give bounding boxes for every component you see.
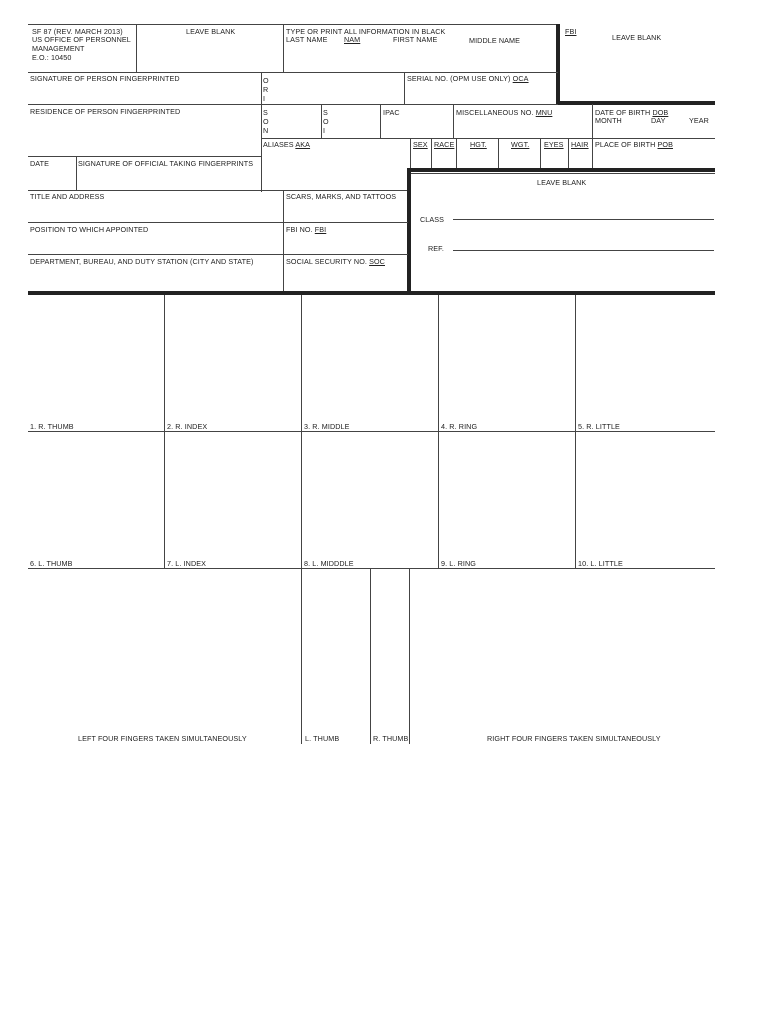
ori-divider-left <box>261 72 262 192</box>
aliases-label: ALIASES AKA <box>263 140 311 149</box>
title-bottom-rule <box>28 222 408 223</box>
ipac-divider <box>380 104 381 138</box>
row4-bottom-rule <box>28 190 262 191</box>
row2-bottom-rule <box>28 104 558 105</box>
race-label: RACE <box>434 140 455 149</box>
position-bottom-rule <box>28 254 408 255</box>
wgt-label: WGT. <box>511 140 530 149</box>
misc-divider <box>453 104 454 138</box>
print-label-l-thumb: 6. L. THUMB <box>30 559 73 568</box>
serial-number-label: SERIAL NO. (OPM USE ONLY) OCA <box>407 74 529 83</box>
left-four-fingers-label: LEFT FOUR FINGERS TAKEN SIMULTANEOUSLY <box>78 734 247 743</box>
print-label-r-ring: 4. R. RING <box>441 422 478 431</box>
prints-r3-div-3 <box>409 568 410 744</box>
right-four-fingers-label: RIGHT FOUR FINGERS TAKEN SIMULTANEOUSLY <box>487 734 661 743</box>
dob-year-label: YEAR <box>689 116 709 125</box>
serial-divider <box>404 72 405 104</box>
class-line <box>453 219 714 220</box>
leave-blank-label-3: LEAVE BLANK <box>537 178 587 187</box>
hgt-divider <box>456 138 457 168</box>
header-top-rule <box>28 24 558 25</box>
type-instruction: TYPE OR PRINT ALL INFORMATION IN BLACK <box>286 27 446 36</box>
ori-i: I <box>263 94 266 103</box>
ori-r: R <box>263 85 269 94</box>
department-label: DEPARTMENT, BUREAU, AND DUTY STATION (CITY AND STATE) <box>30 257 254 266</box>
leave-blank-label-1: LEAVE BLANK <box>186 27 236 36</box>
soi-s: S <box>323 108 328 117</box>
executive-order: E.O.: 10450 <box>32 53 72 62</box>
leave-blank-box-left-border <box>407 168 411 295</box>
hair-divider <box>568 138 569 168</box>
son-o: O <box>263 117 269 126</box>
dob-month-label: MONTH <box>595 116 622 125</box>
scars-divider <box>283 190 284 292</box>
date-label: DATE <box>30 159 50 168</box>
hgt-label: HGT. <box>470 140 487 149</box>
eyes-divider <box>540 138 541 168</box>
son-s: S <box>263 108 268 117</box>
ref-line <box>453 250 714 251</box>
prints-r3-div-2 <box>370 568 371 744</box>
soi-i: I <box>323 126 326 135</box>
print-label-l-little: 10. L. LITTLE <box>578 559 623 568</box>
nam-code: NAM <box>344 35 361 44</box>
soi-o: O <box>323 117 329 126</box>
header-divider-1 <box>136 24 137 72</box>
misc-number-label: MISCELLANEOUS NO. MNU <box>456 108 553 117</box>
fbi-no-label: FBI NO. FBI <box>286 225 327 234</box>
print-label-r-middle: 3. R. MIDDLE <box>304 422 350 431</box>
scars-label: SCARS, MARKS, AND TATTOOS <box>286 192 397 201</box>
race-divider <box>431 138 432 168</box>
prints-r2-bottom-rule <box>28 568 715 569</box>
leave-blank-box-top-border <box>409 168 715 172</box>
print-label-r-little: 5. R. LITTLE <box>578 422 620 431</box>
class-label: CLASS <box>420 215 445 224</box>
fbi-code: FBI <box>565 27 577 36</box>
first-name-label: FIRST NAME <box>393 35 438 44</box>
ori-o: O <box>263 76 269 85</box>
prints-r1-bottom-rule <box>28 431 715 432</box>
header-divider-2 <box>283 24 284 72</box>
print-label-r-index: 2. R. INDEX <box>167 422 208 431</box>
fbi-box-bottom-border <box>556 101 715 105</box>
fbi-box-left-border <box>556 24 560 104</box>
position-label: POSITION TO WHICH APPOINTED <box>30 225 149 234</box>
middle-name-label: MIDDLE NAME <box>469 36 521 45</box>
ssn-label: SOCIAL SECURITY NO. SOC <box>286 257 385 266</box>
header-bottom-rule <box>28 72 558 73</box>
r-thumb-simultaneous-label: R. THUMB <box>373 734 409 743</box>
ipac-label: IPAC <box>383 108 400 117</box>
pob-label: PLACE OF BIRTH POB <box>595 140 673 149</box>
prints-r3-div-1 <box>301 568 302 744</box>
title-address-label: TITLE AND ADDRESS <box>30 192 105 201</box>
agency-line-1: US OFFICE OF PERSONNEL <box>32 35 131 44</box>
print-label-l-ring: 9. L. RING <box>441 559 476 568</box>
wgt-divider <box>498 138 499 168</box>
row3-left-bottom-rule <box>28 156 261 157</box>
ref-label: REF. <box>428 244 444 253</box>
dob-label: DATE OF BIRTH DOB <box>595 108 669 117</box>
dob-day-label: DAY <box>651 116 666 125</box>
print-label-l-middle: 8. L. MIDDDLE <box>304 559 354 568</box>
dob-divider <box>592 104 593 168</box>
son-n: N <box>263 126 269 135</box>
print-label-r-thumb: 1. R. THUMB <box>30 422 74 431</box>
leave-blank-box-top-line <box>409 173 715 174</box>
l-thumb-simultaneous-label: L. THUMB <box>305 734 340 743</box>
agency-line-2: MANAGEMENT <box>32 44 85 53</box>
leave-blank-label-2: LEAVE BLANK <box>612 33 662 42</box>
sex-divider <box>410 138 411 168</box>
last-name-label: LAST NAME <box>286 35 328 44</box>
row3-mid-rule <box>261 138 715 139</box>
signature-official-label: SIGNATURE OF OFFICIAL TAKING FINGERPRINTS <box>78 159 254 168</box>
date-divider <box>76 156 77 190</box>
soi-divider <box>321 104 322 138</box>
print-label-l-index: 7. L. INDEX <box>167 559 207 568</box>
eyes-label: EYES <box>544 140 564 149</box>
fields-bottom-border <box>28 291 715 295</box>
form-id: SF 87 (REV. MARCH 2013) <box>32 27 123 36</box>
sex-label: SEX <box>413 140 428 149</box>
hair-label: HAIR <box>571 140 589 149</box>
residence-label: RESIDENCE OF PERSON FINGERPRINTED <box>30 107 181 116</box>
signature-person-label: SIGNATURE OF PERSON FINGERPRINTED <box>30 74 180 83</box>
